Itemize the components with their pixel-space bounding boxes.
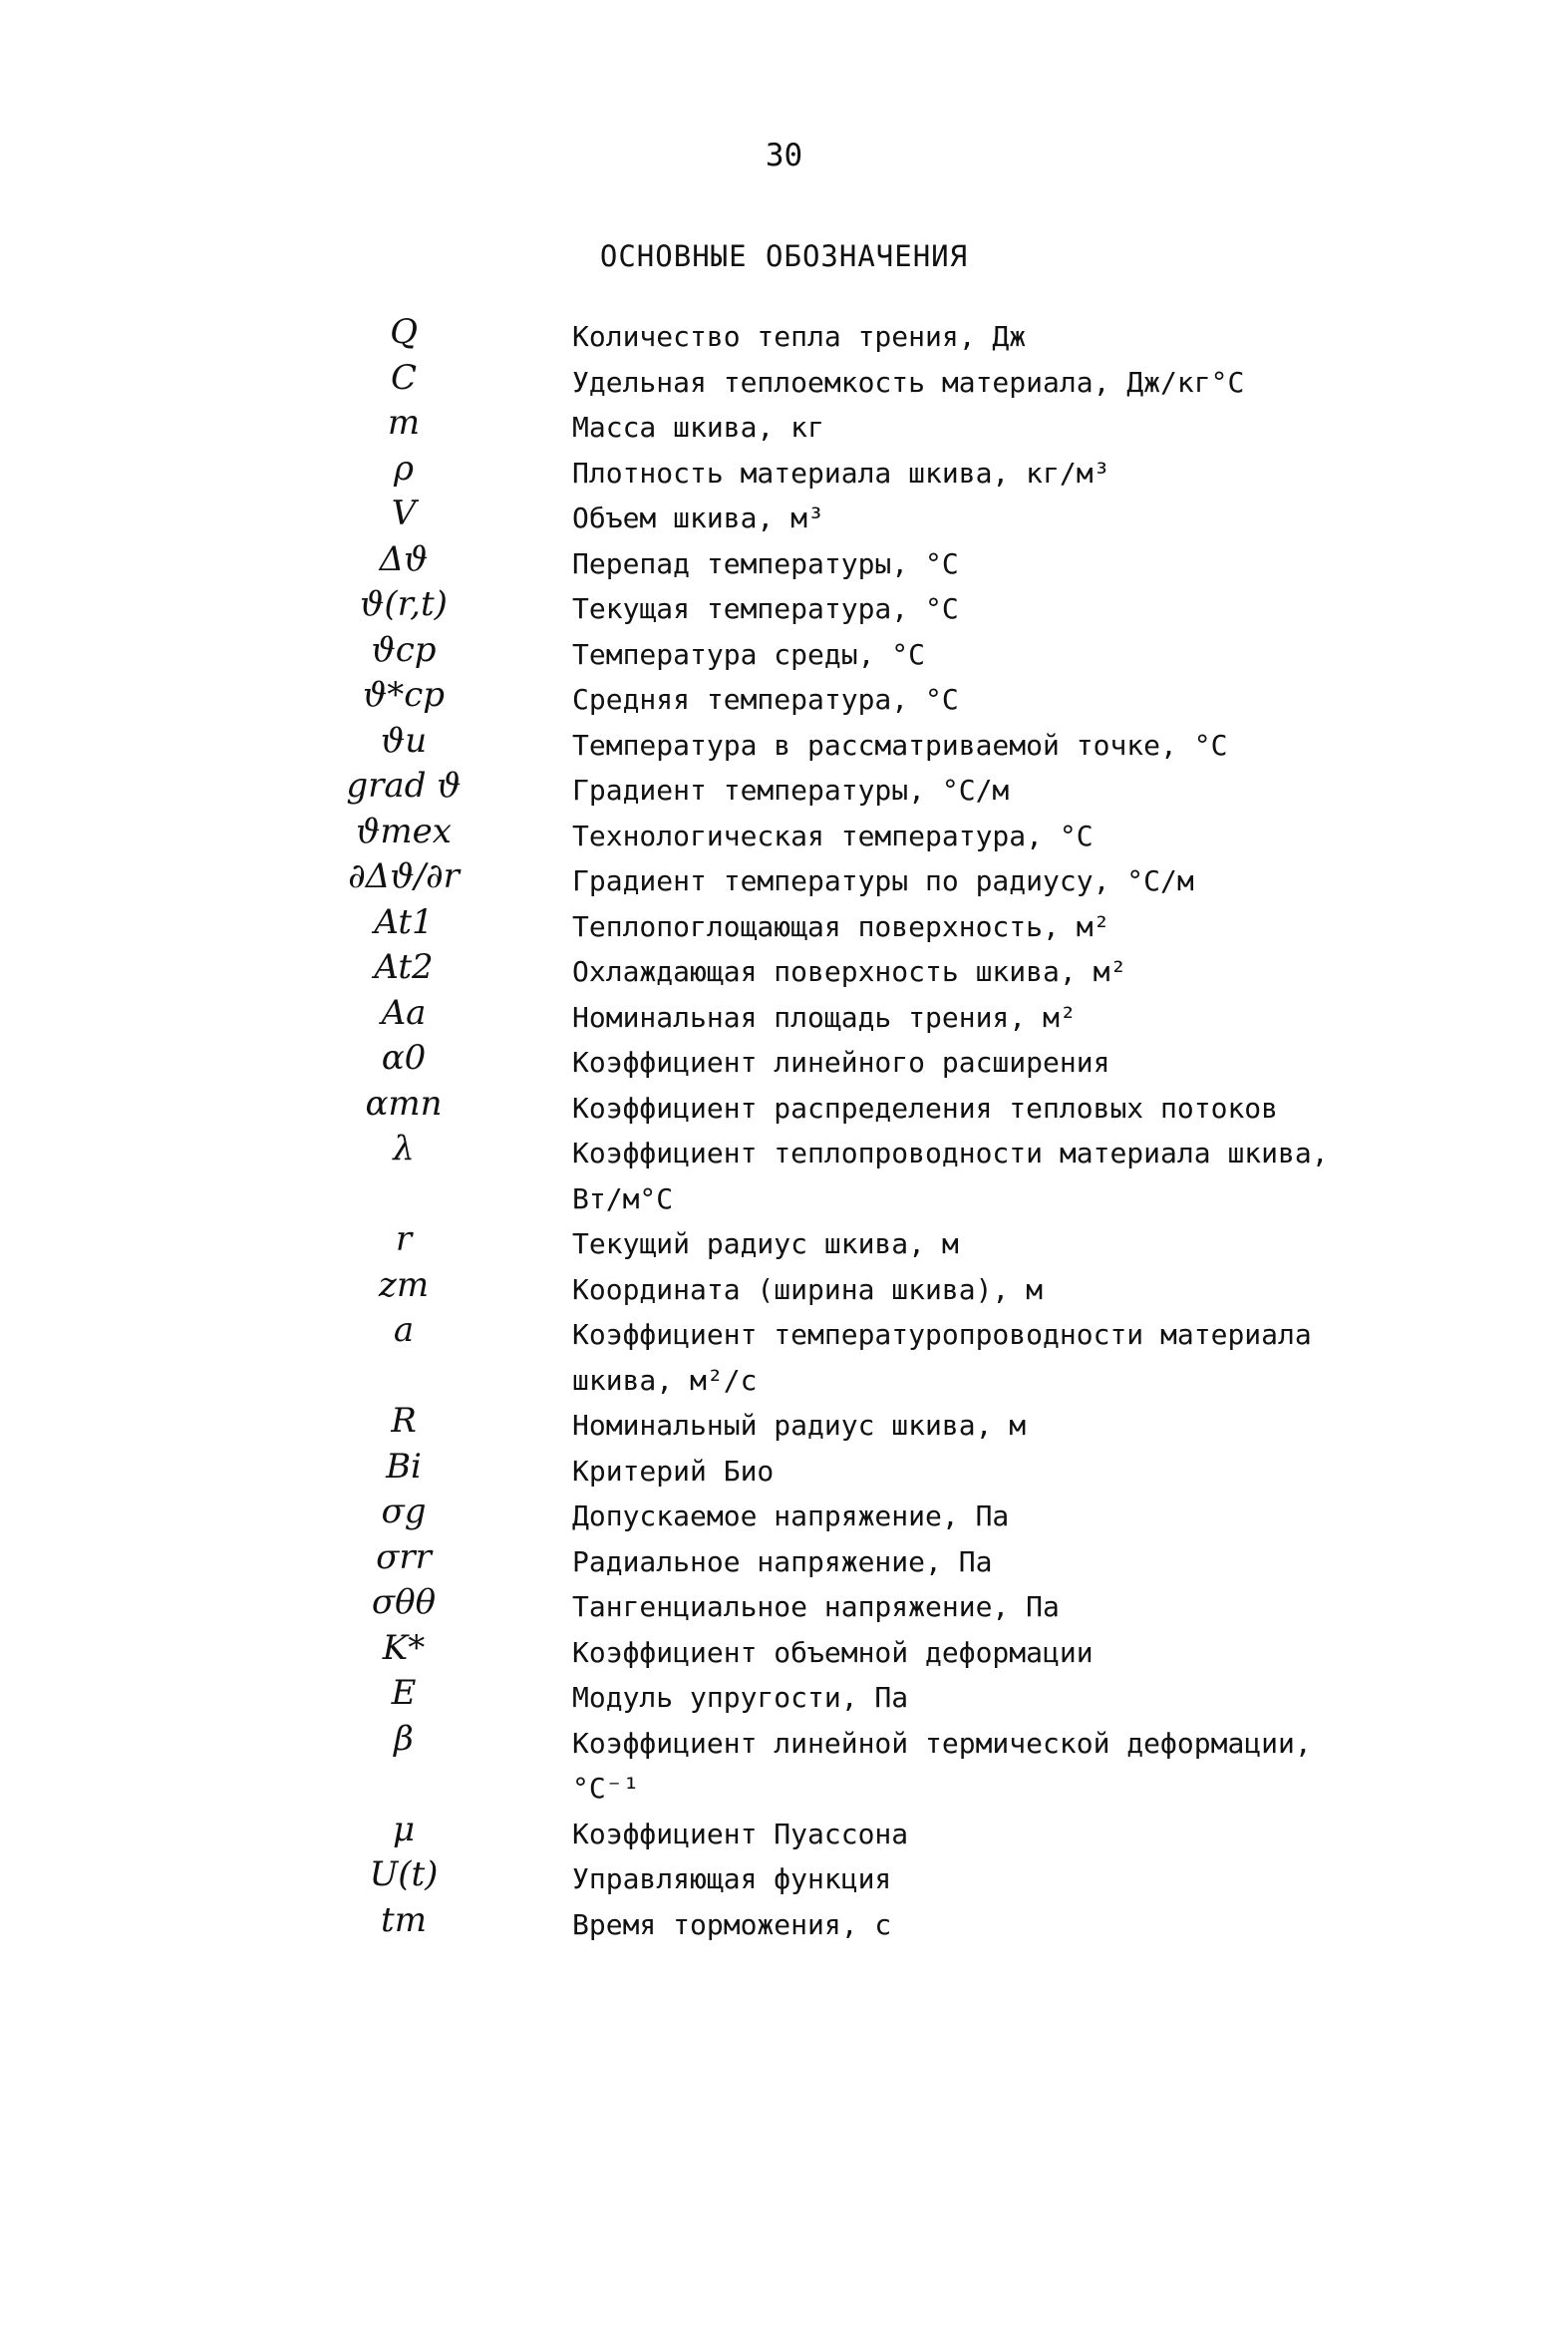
notation-symbol: E <box>391 1673 417 1713</box>
notation-symbol: C <box>390 357 417 398</box>
notation-symbol: m <box>387 403 421 443</box>
notation-row <box>0 1083 1568 1132</box>
notation-row <box>0 1899 1568 1948</box>
notation-description <box>572 814 1449 859</box>
notation-description <box>572 405 1449 451</box>
description-line: Управляющая функция <box>572 1862 892 1895</box>
description-line: Допускаемое напряжение, Па <box>572 1499 1010 1532</box>
description-line: Технологическая температура, °С <box>572 819 1094 852</box>
notation-symbol: β <box>394 1718 414 1759</box>
description-line: Температура среды, °С <box>572 637 926 671</box>
notation-row <box>0 1536 1568 1585</box>
notation-symbol: V <box>391 494 417 533</box>
description-line: Радиальное напряжение, Па <box>572 1544 993 1578</box>
description-line: Плотность материала шкива, кг/м³ <box>572 456 1110 490</box>
notation-row <box>0 314 1568 360</box>
notation-description <box>572 451 1449 497</box>
description-line: Время торможения, с <box>572 1907 892 1941</box>
description-line: Текущая температура, °С <box>572 592 959 625</box>
notation-symbol: ϑ(r,t) <box>360 584 448 624</box>
page-number: 30 <box>765 138 803 173</box>
notation-symbol: zт <box>378 1264 430 1305</box>
notation-description <box>572 1812 1449 1857</box>
notation-description <box>572 1267 1449 1313</box>
notation-row <box>0 768 1568 814</box>
description-line: Коэффициент температуропроводности материала <box>572 1318 1312 1351</box>
notation-row <box>0 677 1568 723</box>
notation-row <box>0 858 1568 904</box>
notation-description <box>572 1040 1449 1086</box>
notation-symbol: At1 <box>374 901 434 942</box>
notation-symbol: Δϑ <box>379 538 429 579</box>
notation-description <box>572 949 1449 995</box>
notation-symbol: ∂Δϑ/∂r <box>348 856 460 896</box>
notation-row <box>0 1131 1568 1221</box>
description-line: Коэффициент линейной термической деформации, <box>572 1726 1312 1760</box>
notation-row <box>0 1221 1568 1267</box>
description-line: Тангенциальное напряжение, Па <box>572 1590 1060 1623</box>
notation-symbol: U(t) <box>369 1854 439 1894</box>
description-line: Номинальный радиус шкива, м <box>572 1409 1027 1442</box>
notation-row <box>0 1264 1568 1313</box>
notation-row <box>0 992 1568 1041</box>
description-line: Коэффициент распределения тепловых потоков <box>572 1091 1279 1125</box>
description-line: Средняя температура, °С <box>572 683 959 716</box>
notation-symbol: σg <box>381 1492 427 1531</box>
notation-symbol: ρ <box>394 448 414 489</box>
notation-row <box>0 448 1568 497</box>
notation-description <box>572 677 1449 723</box>
notation-description <box>572 995 1449 1041</box>
notation-row <box>0 357 1568 406</box>
notation-row <box>0 1446 1568 1495</box>
notation-description <box>572 360 1449 406</box>
notation-symbol: αтп <box>365 1083 443 1124</box>
notation-row <box>0 1627 1568 1676</box>
description-line: Количество тепла трения, Дж <box>572 320 1027 353</box>
description-line: Теплопоглощающая поверхность, м² <box>572 909 1110 943</box>
description-line: Коэффициент Пуассона <box>572 1817 909 1850</box>
description-line: Перепад температуры, °С <box>572 546 959 580</box>
notation-description <box>572 1449 1449 1495</box>
notation-symbol: ϑи <box>380 720 428 761</box>
notation-description <box>572 1630 1449 1676</box>
notation-symbol: σθθ <box>371 1582 437 1622</box>
notation-row <box>0 1809 1568 1857</box>
notation-symbol: At2 <box>374 947 434 987</box>
notation-description <box>572 723 1449 769</box>
notation-row <box>0 949 1568 995</box>
notation-description <box>572 586 1449 632</box>
description-line: Текущий радиус шкива, м <box>572 1227 959 1260</box>
notation-description <box>572 1721 1449 1812</box>
notation-row <box>0 1312 1568 1403</box>
notation-row <box>0 496 1568 541</box>
description-line: Коэффициент линейного расширения <box>572 1046 1110 1079</box>
notation-description <box>572 632 1449 678</box>
notation-symbol: μ <box>392 1809 416 1849</box>
description-line: Критерий Био <box>572 1454 775 1488</box>
notation-symbol: R <box>391 1401 417 1441</box>
notation-description <box>572 1403 1449 1449</box>
notation-row <box>0 629 1568 678</box>
notation-description <box>572 1086 1449 1132</box>
notation-symbol: tт <box>381 1899 427 1940</box>
notation-description <box>572 496 1449 541</box>
notation-row <box>0 1040 1568 1086</box>
description-line: Градиент температуры по радиусу, °С/м <box>572 864 1194 897</box>
notation-symbol: ϑтех <box>356 811 452 851</box>
notation-description <box>572 1131 1449 1221</box>
notation-description <box>572 904 1449 950</box>
description-line: Модуль упругости, Па <box>572 1681 909 1714</box>
description-line: Коэффициент теплопроводности материала шкива, <box>572 1137 1329 1169</box>
description-line: Охлаждающая поверхность шкива, м² <box>572 955 1127 988</box>
notation-symbol: Bi <box>386 1446 422 1487</box>
notation-description <box>572 1221 1449 1267</box>
notation-symbol: K* <box>382 1627 426 1668</box>
notation-description <box>572 858 1449 904</box>
notation-description <box>572 1494 1449 1539</box>
notation-row <box>0 901 1568 950</box>
notation-symbol: α0 <box>381 1038 427 1078</box>
notation-list <box>0 314 1568 1947</box>
notation-description <box>572 1584 1449 1630</box>
notation-row <box>0 1675 1568 1721</box>
description-line: Градиент температуры, °С/м <box>572 774 1010 807</box>
notation-description <box>572 1675 1449 1721</box>
notation-symbol: σrr <box>376 1536 432 1577</box>
notation-row <box>0 1403 1568 1449</box>
notation-description <box>572 768 1449 814</box>
description-line: Температура в рассматриваемой точке, °С <box>572 728 1228 762</box>
notation-symbol: grad ϑ <box>346 766 462 806</box>
notation-row <box>0 1718 1568 1812</box>
notation-row <box>0 1494 1568 1539</box>
notation-symbol: Q <box>390 312 418 352</box>
description-line: Удельная теплоемкость материала, Дж/кг°С <box>572 365 1245 399</box>
notation-description <box>572 541 1449 587</box>
page-heading: ОСНОВНЫЕ ОБОЗНАЧЕНИЯ <box>599 239 969 273</box>
notation-symbol: Aa <box>381 992 427 1033</box>
description-line-continued: Вт/м°С <box>572 1181 674 1215</box>
notation-row <box>0 1856 1568 1902</box>
description-line: Коэффициент объемной деформации <box>572 1635 1094 1669</box>
notation-row <box>0 1584 1568 1630</box>
notation-description <box>572 1856 1449 1902</box>
notation-symbol: λ <box>393 1129 415 1168</box>
description-line: Масса шкива, кг <box>572 411 824 444</box>
description-line-continued: шкива, м²/с <box>572 1363 758 1397</box>
notation-description <box>572 1902 1449 1948</box>
notation-symbol: a <box>393 1310 415 1350</box>
notation-description <box>572 1312 1449 1403</box>
notation-description <box>572 314 1449 360</box>
description-line: Номинальная площадь трения, м² <box>572 1000 1077 1034</box>
notation-row <box>0 720 1568 769</box>
notation-row <box>0 538 1568 587</box>
notation-row <box>0 586 1568 632</box>
description-line: Объем шкива, м³ <box>572 501 824 534</box>
description-line-continued: °С⁻¹ <box>572 1772 640 1805</box>
notation-row <box>0 405 1568 451</box>
notation-description <box>572 1539 1449 1585</box>
description-line: Координата (ширина шкива), м <box>572 1272 1044 1306</box>
notation-symbol: r <box>395 1219 413 1259</box>
notation-symbol: ϑ*ср <box>362 675 446 715</box>
notation-row <box>0 811 1568 859</box>
notation-symbol: ϑср <box>371 629 437 670</box>
